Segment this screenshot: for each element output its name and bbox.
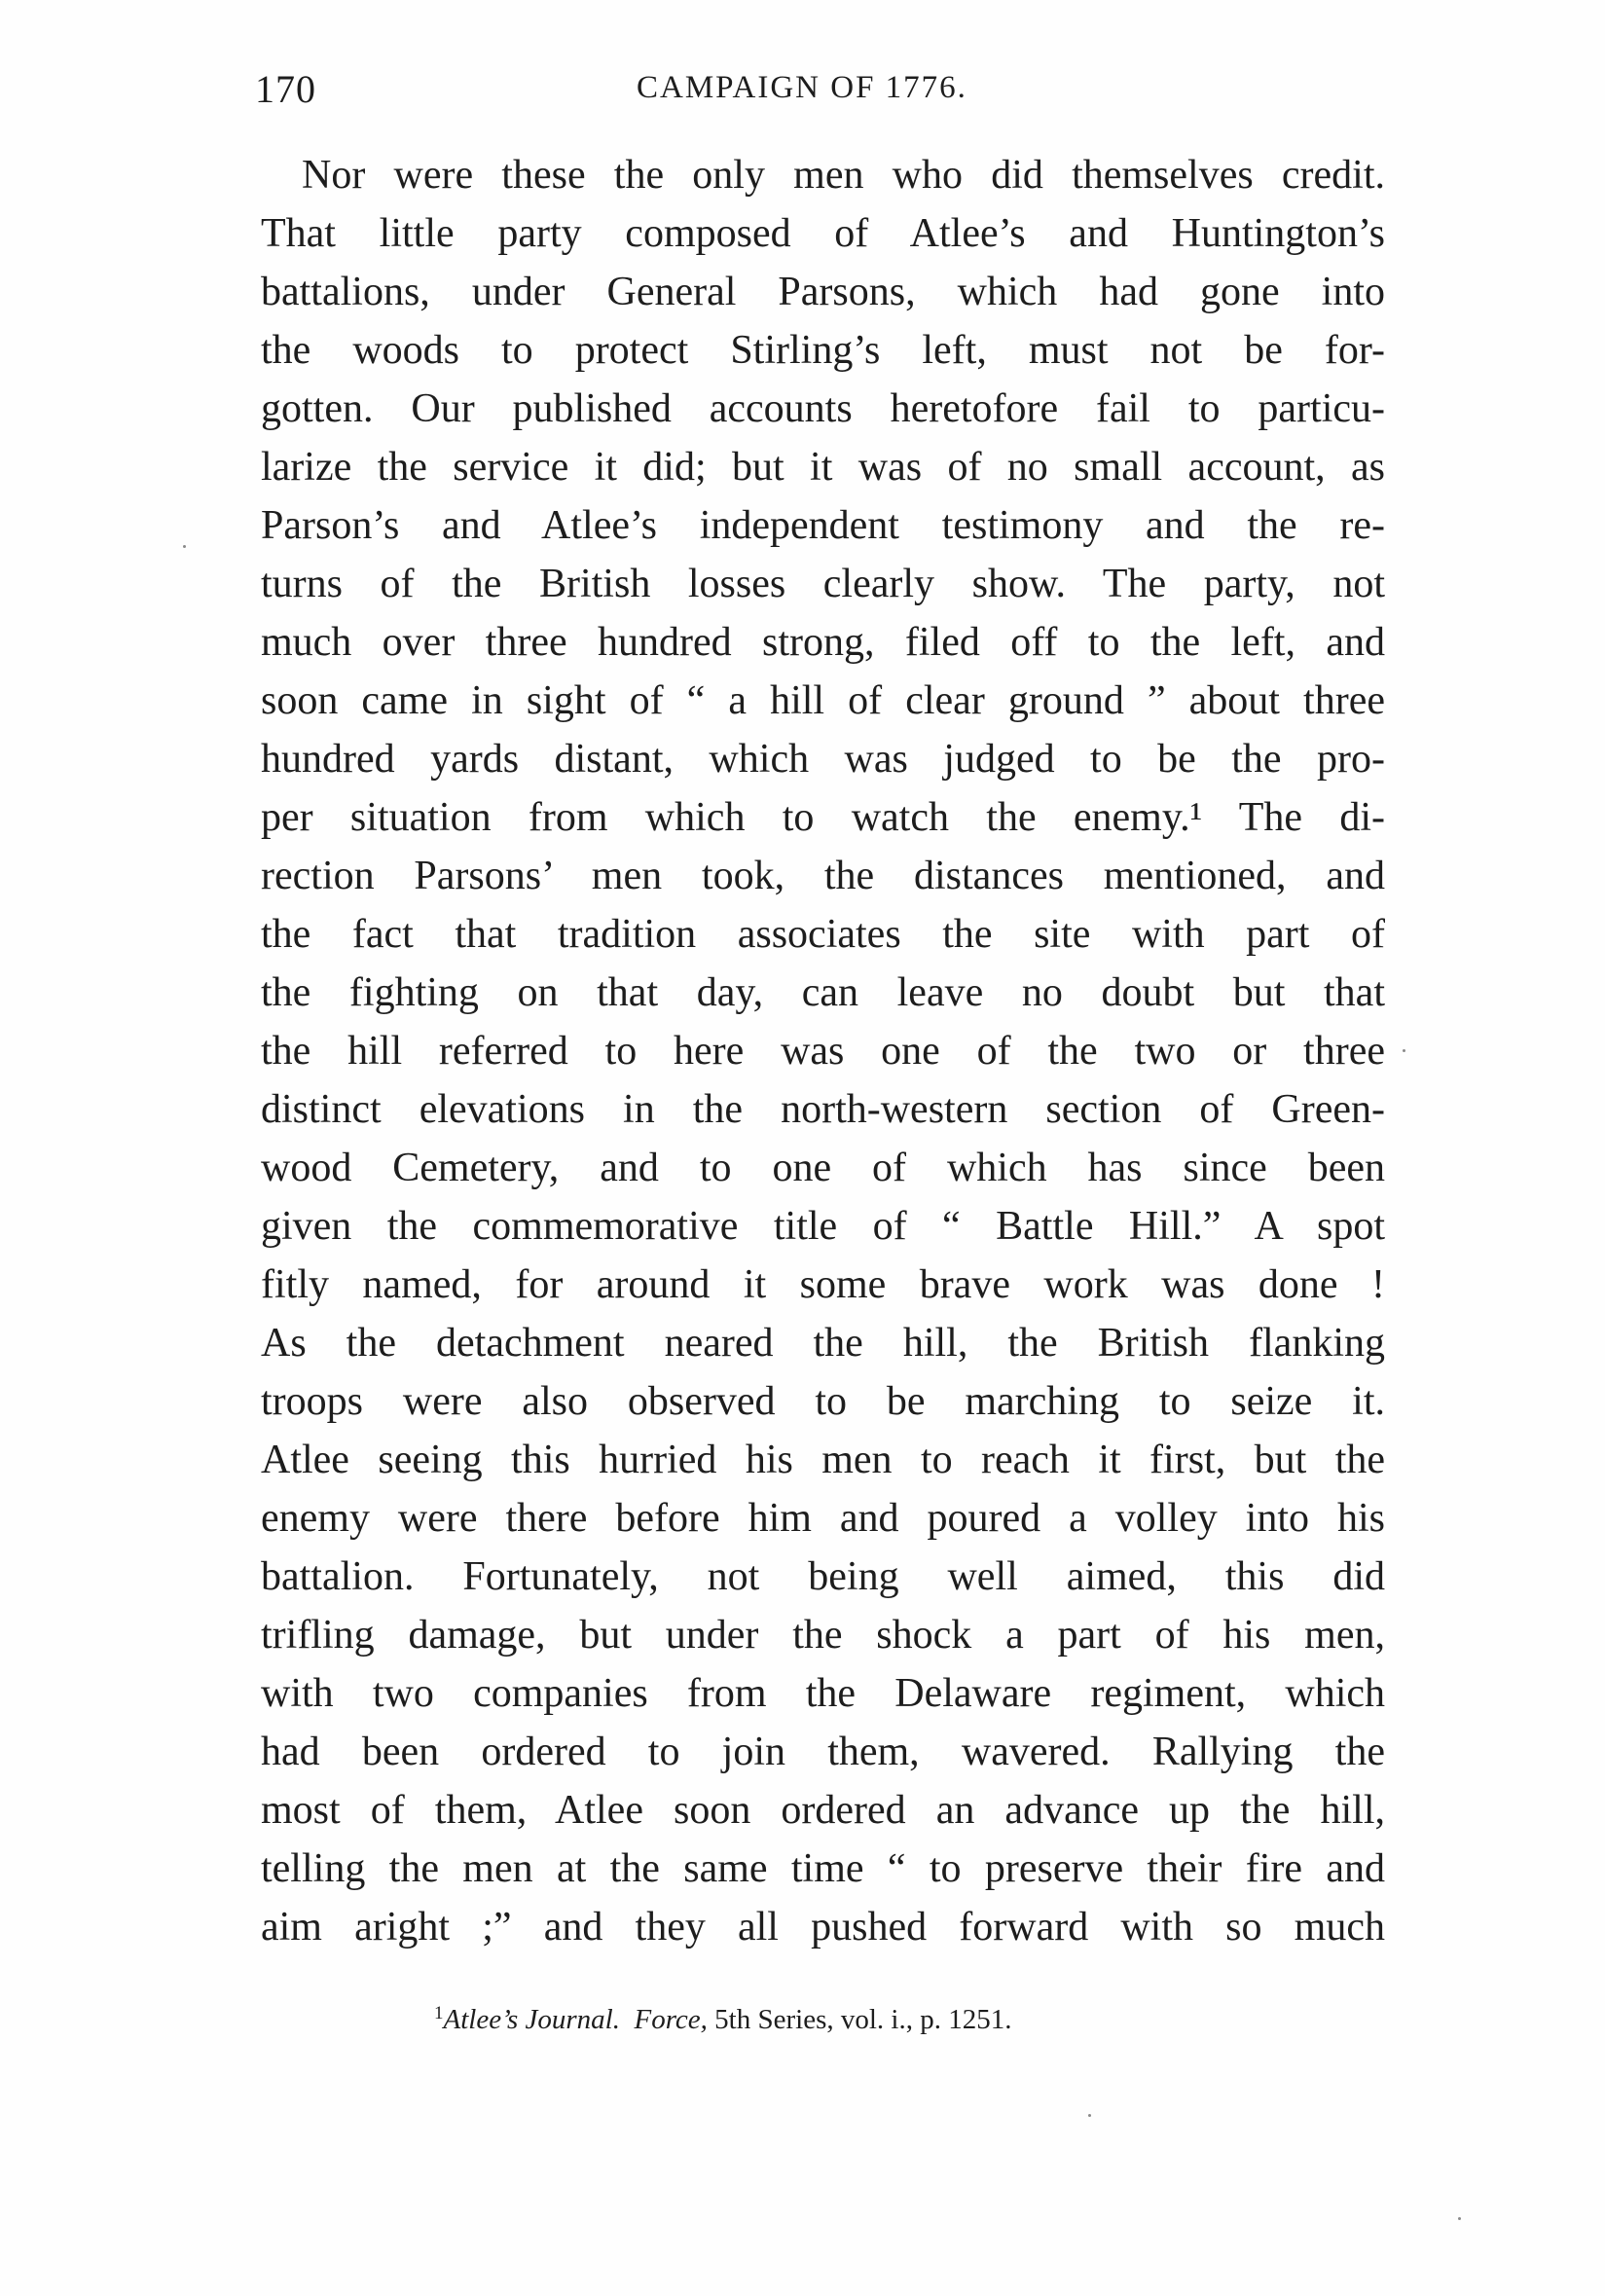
text-line: the woods to protect Stirling’s left, must not be for- <box>261 328 1385 373</box>
text-line: troops were also observed to be marching to seize it. <box>261 1379 1385 1424</box>
text-line: larize the service it did; but it was of no small account, as <box>261 445 1385 490</box>
text-line: turns of the British losses clearly show. The party, not <box>261 562 1385 606</box>
footnote-marker: 1 <box>434 2003 444 2023</box>
text-line: aim aright ;” and they all pushed forward with so much <box>261 1905 1385 1950</box>
text-line: That little party composed of Atlee’s and Huntington’s <box>261 211 1385 256</box>
text-line: gotten. Our published accounts heretofore fail to particu- <box>261 386 1385 431</box>
text-line: soon came in sight of “ a hill of clear ground ” about three <box>261 678 1385 723</box>
text-line: enemy were there before him and poured a volley into his <box>261 1496 1385 1541</box>
scan-speck <box>1088 2114 1091 2117</box>
text-line: most of them, Atlee soon ordered an advance up the hill, <box>261 1788 1385 1833</box>
text-line: wood Cemetery, and to one of which has since been <box>261 1146 1385 1190</box>
scan-speck <box>183 545 186 548</box>
text-line: given the commemorative title of “ Battle Hill.” A spot <box>261 1204 1385 1249</box>
text-line: battalions, under General Parsons, which had gone into <box>261 270 1385 314</box>
scan-speck <box>1403 1049 1405 1052</box>
footnote <box>434 2003 1011 2036</box>
footnote-source: Force, <box>634 2004 708 2035</box>
scan-speck <box>1458 2217 1461 2220</box>
text-line: rection Parsons’ men took, the distances mentioned, and <box>261 854 1385 898</box>
text-line: Nor were these the only men who did themselves credit. <box>302 153 1385 198</box>
text-line: the fact that tradition associates the site with part of <box>261 912 1385 957</box>
text-line: much over three hundred strong, filed off to the left, and <box>261 620 1385 665</box>
body-text <box>261 146 1385 1956</box>
text-line: fitly named, for around it some brave work was done ! <box>261 1262 1385 1307</box>
text-line: telling the men at the same time “ to preserve their fire and <box>261 1846 1385 1891</box>
page-number: 170 <box>255 67 316 111</box>
text-line: battalion. Fortunately, not being well aimed, this did <box>261 1554 1385 1599</box>
footnote-detail: 5th Series, vol. i., p. 1251. <box>714 2004 1012 2035</box>
text-line: trifling damage, but under the shock a part of his men, <box>261 1613 1385 1658</box>
running-head: CAMPAIGN OF 1776. <box>637 70 967 105</box>
text-line: distinct elevations in the north-western section of Green- <box>261 1087 1385 1132</box>
page-header <box>255 66 1381 115</box>
text-line: Atlee seeing this hurried his men to reach it first, but the <box>261 1438 1385 1482</box>
footnote-journal: Atlee’s Journal. <box>443 2004 620 2035</box>
text-line: had been ordered to join them, wavered. Rallying the <box>261 1730 1385 1774</box>
text-line: hundred yards distant, which was judged to be the pro- <box>261 737 1385 782</box>
text-line: the fighting on that day, can leave no doubt but that <box>261 970 1385 1015</box>
text-line: As the detachment neared the hill, the British flanking <box>261 1321 1385 1366</box>
text-line: Parson’s and Atlee’s independent testimony and the re- <box>261 503 1385 548</box>
text-line: the hill referred to here was one of the two or three <box>261 1029 1385 1074</box>
text-line: with two companies from the Delaware regiment, which <box>261 1671 1385 1716</box>
text-line: per situation from which to watch the enemy.¹ The di- <box>261 795 1385 840</box>
